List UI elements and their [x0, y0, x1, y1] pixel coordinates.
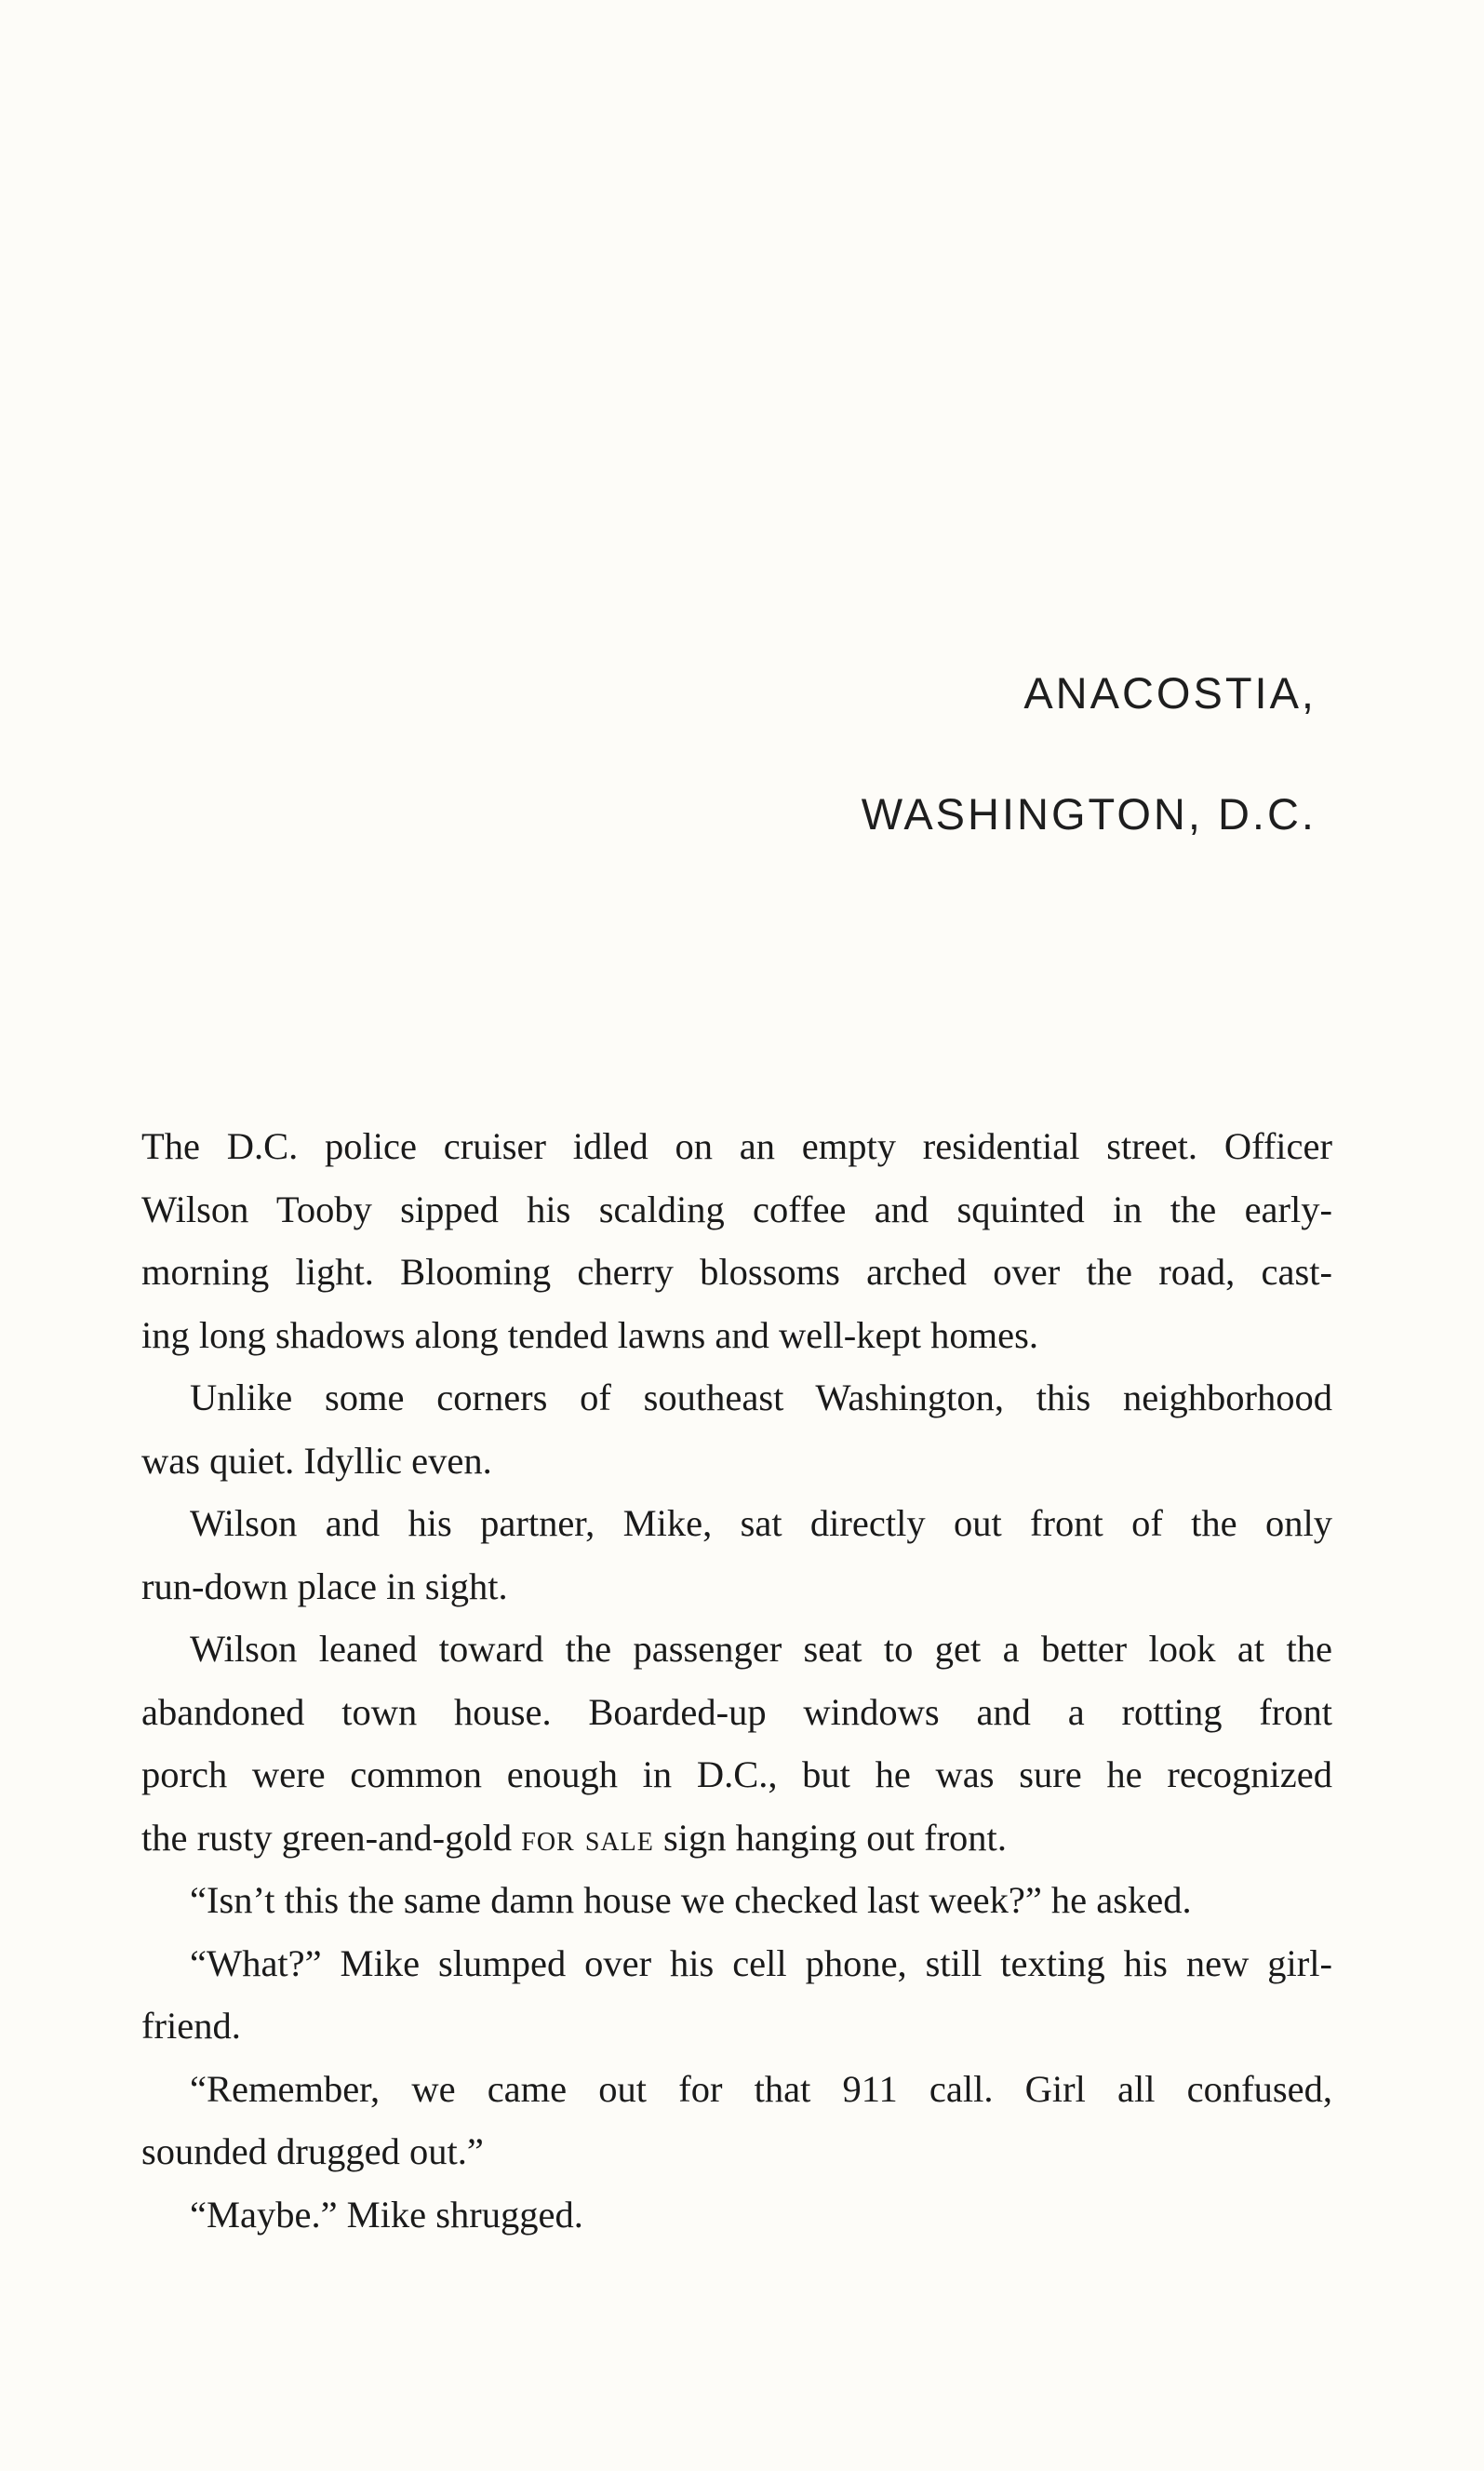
paragraph-6 [141, 1932, 1332, 2058]
for-sale-small-caps: for sale [521, 1816, 654, 1859]
text-line: porch were common enough in D.C., but he was sure he recognized [141, 1753, 1332, 1795]
text-line: morning light. Blooming cherry blossoms arched over the road, cast- [141, 1251, 1332, 1293]
body-text [141, 1115, 1332, 2246]
text-line: abandoned town house. Boarded-up windows and a rotting front [141, 1690, 1332, 1733]
heading-line-2: WASHINGTON, D.C. [861, 789, 1317, 839]
text-line: run-down place in sight. [141, 1565, 508, 1607]
paragraph-8 [141, 2183, 1332, 2247]
paragraph-5 [141, 1869, 1332, 1932]
text-line: “What?” Mike slumped over his cell phone, still texting his new girl- [190, 1941, 1332, 1984]
text-segment: the rusty green-and-gold [141, 1816, 522, 1859]
paragraph-7 [141, 2058, 1332, 2183]
text-line: Wilson leaned toward the passenger seat to get a better look at the [190, 1628, 1332, 1670]
text-segment: sign hanging out front. [653, 1816, 1007, 1859]
text-line: ing long shadows along tended lawns and well-kept homes. [141, 1313, 1038, 1356]
text-line: Wilson Tooby sipped his scalding coffee and squinted in the early- [141, 1188, 1332, 1230]
text-line: Wilson and his partner, Mike, sat directly out front of the only [190, 1502, 1332, 1544]
paragraph-4 [141, 1618, 1332, 1869]
text-line: “Remember, we came out for that 911 call. Girl all confused, [190, 2067, 1332, 2110]
text-line: sounded drugged out.” [141, 2130, 484, 2172]
text-line: was quiet. Idyllic even. [141, 1439, 492, 1482]
paragraph-3 [141, 1492, 1332, 1618]
text-line: “Isn’t this the same damn house we checked last week?” he asked. [190, 1879, 1192, 1921]
chapter-location-heading [862, 633, 1317, 875]
heading-line-1: ANACOSTIA, [1023, 668, 1317, 718]
paragraph-2 [141, 1366, 1332, 1492]
text-line: Unlike some corners of southeast Washington, this neighborhood [190, 1377, 1332, 1418]
text-line: friend. [141, 2005, 241, 2047]
text-line: The D.C. police cruiser idled on an empty residential street. Officer [141, 1125, 1332, 1167]
text-line: “Maybe.” Mike shrugged. [190, 2193, 583, 2236]
paragraph-1 [141, 1115, 1332, 1366]
text-line [141, 1806, 1332, 1870]
